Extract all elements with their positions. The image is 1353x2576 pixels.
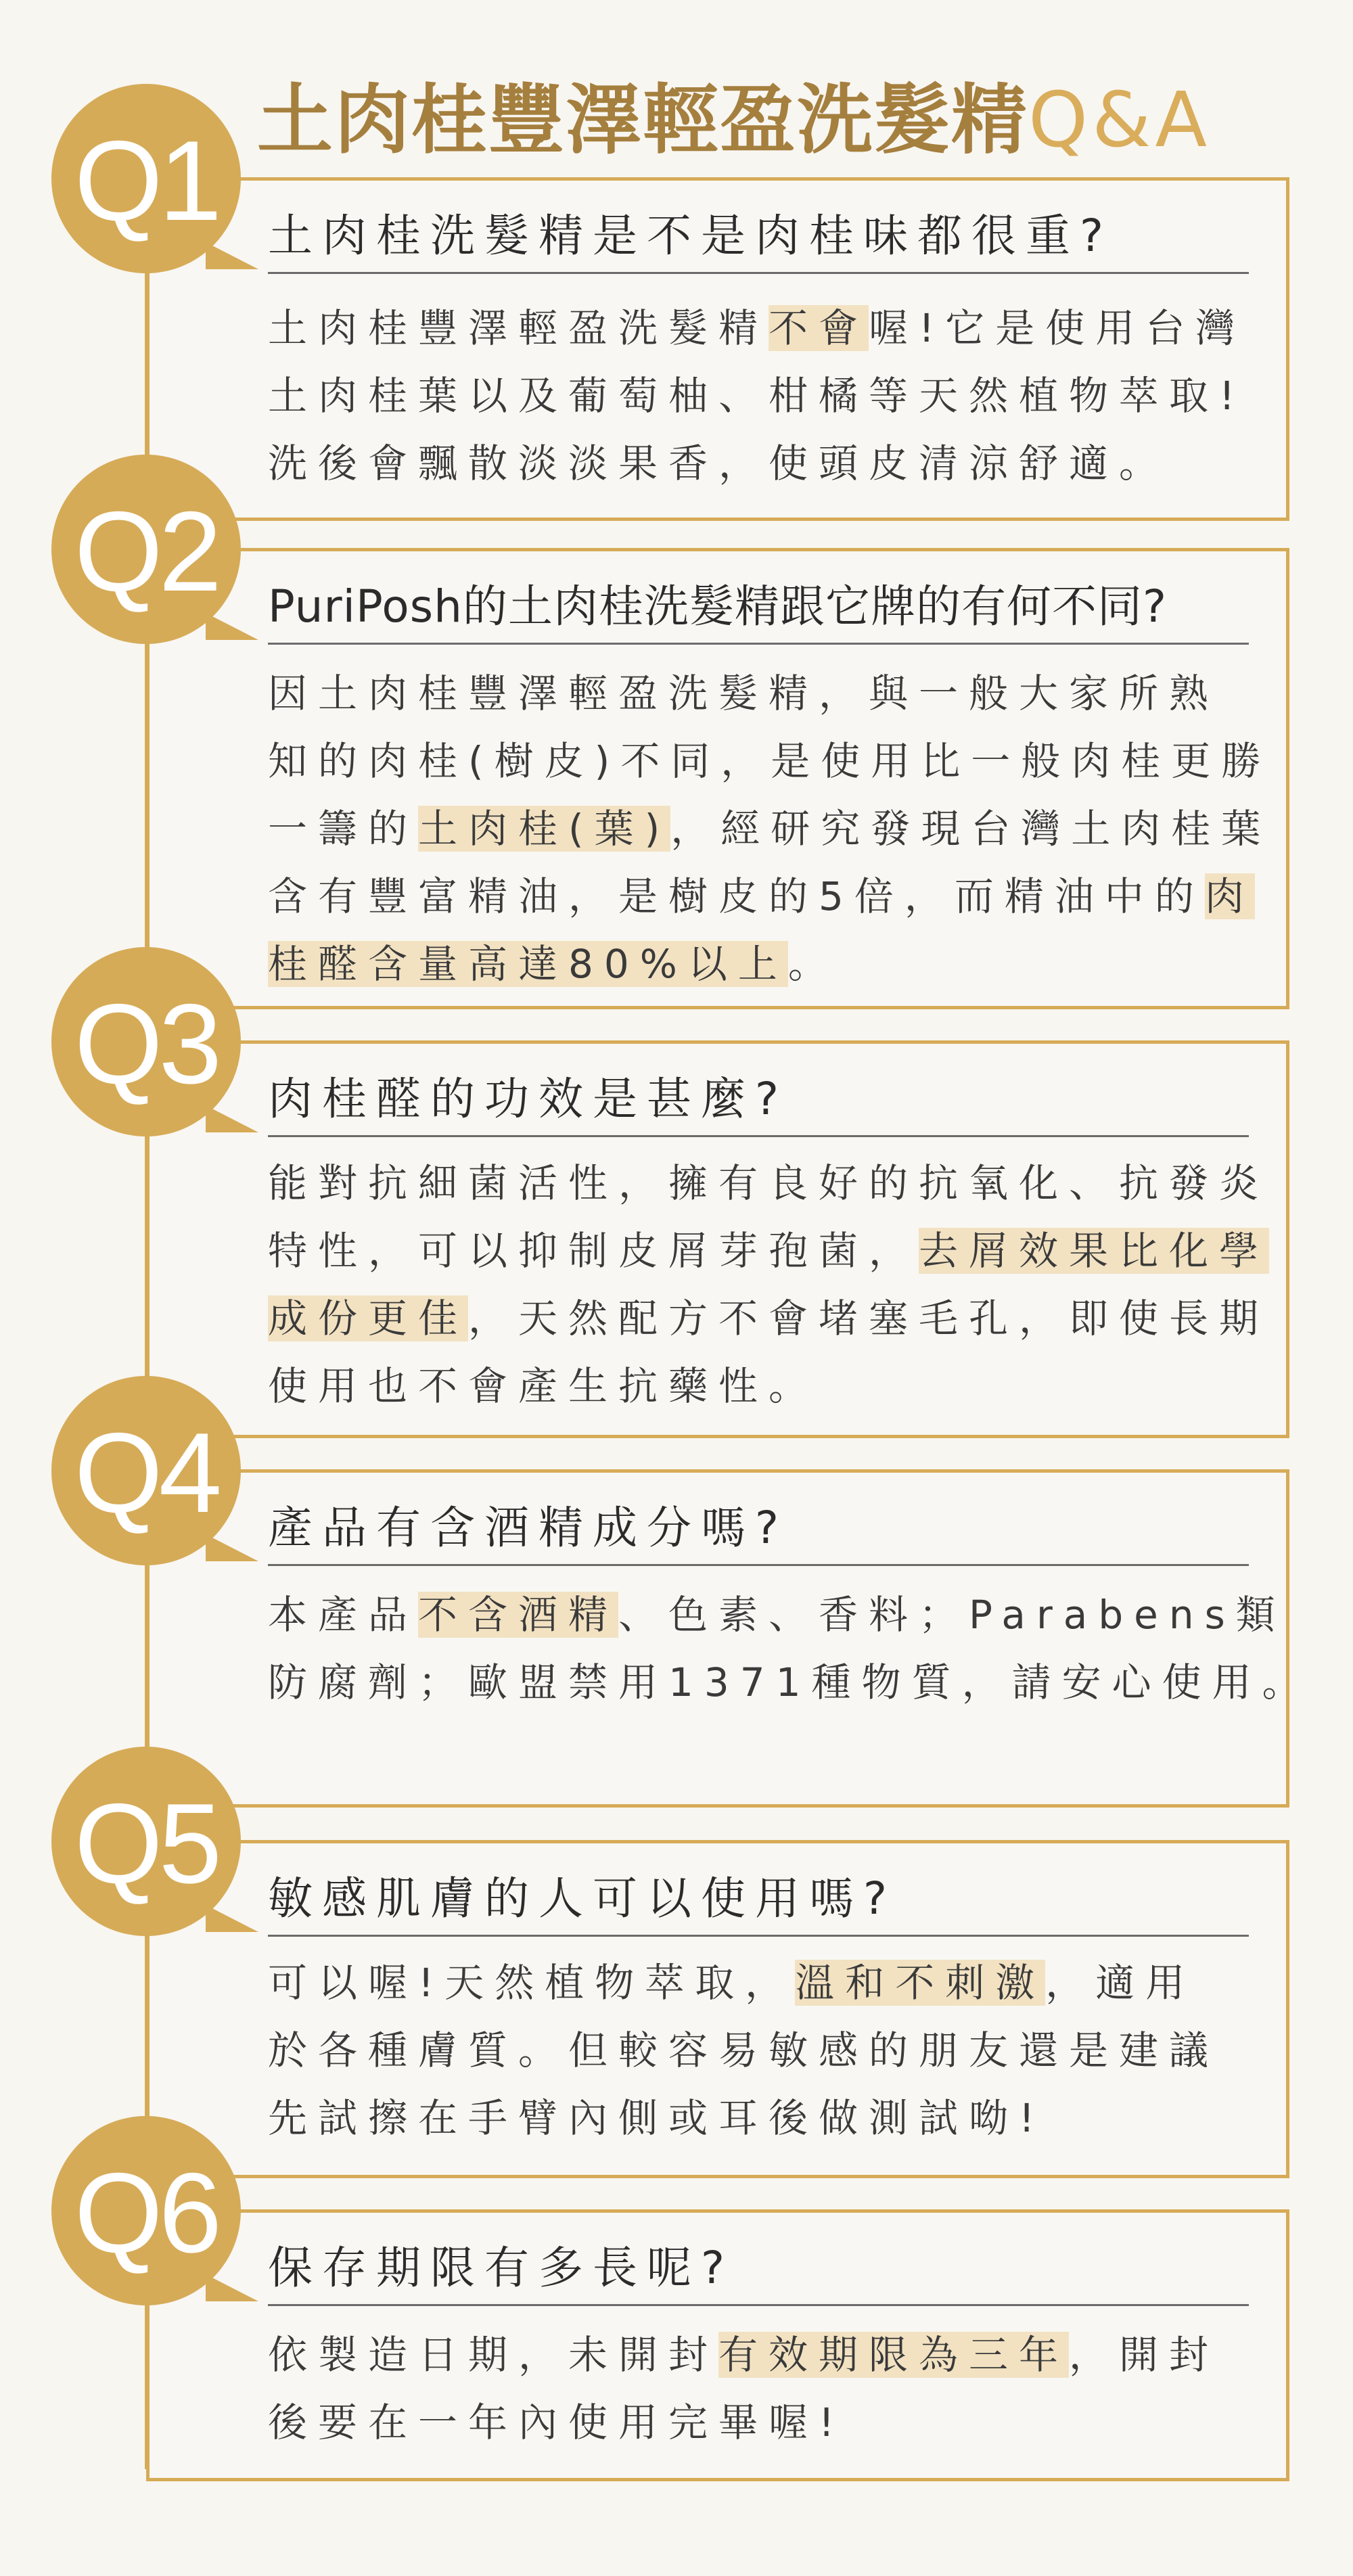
badge-q5 [51,1747,241,1936]
badge-q4 [51,1376,241,1565]
answer-text: ，經研究發現台灣土肉桂葉 [670,806,1272,852]
highlighted-text: 土肉桂(葉) [418,806,671,852]
answer-line [268,660,1256,727]
answer-text: ，適用 [1045,1960,1196,2006]
highlighted-text: 肉 [1204,873,1255,919]
answer [268,1149,1270,1420]
answer-text: 特性，可以抑制皮屑芽孢菌， [268,1228,919,1274]
answer-line [268,430,1256,497]
answer-text: 後要在一年內使用完畢喔! [268,2399,846,2445]
answer-line [268,1949,1256,2017]
answer-text: ，天然配方不會堵塞毛孔，即使長期 [468,1295,1270,1341]
answer-text: ，開封 [1069,2332,1220,2378]
answer-line [268,294,1256,362]
answer-line [268,1149,1270,1217]
answer [268,294,1256,497]
answer-text: 土肉桂葉以及葡萄柚、柑橘等天然植物萃取! [268,373,1246,419]
title-qa: Q&A [1028,76,1212,164]
badge-label: Q3 [74,980,219,1107]
answer-line [268,1649,1312,1716]
answer-line [268,795,1272,862]
answer [268,2321,1256,2456]
answer-text: 於各種膚質。但較容易敏感的朋友還是建議 [268,2027,1220,2073]
badge-q2 [51,455,241,644]
highlighted-text: 不含酒精 [418,1592,619,1638]
title-main: 土肉桂豐澤輕盈洗髮精 [257,76,1028,164]
answer-text: 可以喔!天然植物萃取， [268,1960,796,2006]
badge-label: Q2 [74,488,219,615]
answer [268,1949,1256,2152]
badge-label: Q5 [74,1780,219,1907]
answer-line [268,2389,1256,2456]
question: PuriPosh的土肉桂洗髮精跟它牌的有何不同? [268,574,1249,645]
answer-line [268,930,1256,998]
qa-card-q3 [146,1040,1289,1438]
answer-text: 先試擦在手臂內側或耳後做測試呦! [268,2095,1046,2141]
answer-text: 。 [787,941,838,987]
answer-text: 知的肉桂(樹皮)不同，是使用比一般肉桂更勝 [268,738,1272,784]
answer-text: 、色素、香料；Parabens類 [618,1592,1286,1638]
answer-text: 能對抗細菌活性，擁有良好的抗氧化、抗發炎 [268,1160,1270,1206]
qa-card-q1 [146,177,1289,521]
answer-text: 依製造日期，未開封 [268,2332,719,2378]
answer-line [268,1217,1270,1285]
answer-line [268,862,1256,930]
question: 保存期限有多長呢? [268,2236,1249,2306]
answer-text: 含有豐富精油，是樹皮的5倍，而精油中的 [268,873,1205,919]
answer [268,660,1272,998]
answer-line [268,2017,1256,2084]
qa-card-q2 [146,548,1289,1009]
answer-text: 使用也不會產生抗藥性。 [268,1363,819,1409]
highlighted-text: 成份更佳 [268,1295,469,1341]
answer-line [268,1352,1256,1420]
qa-card-q4 [146,1469,1312,1808]
question: 敏感肌膚的人可以使用嗎? [268,1866,1249,1937]
answer-line [268,1285,1270,1352]
badge-label: Q4 [74,1409,219,1536]
highlighted-text: 溫和不刺激 [795,1960,1046,2006]
badge-q6 [51,2116,241,2305]
highlighted-text: 桂醛含量高達80%以上 [268,941,788,987]
answer [268,1581,1312,1716]
answer-line [268,2321,1256,2389]
answer-line [268,727,1272,795]
badge-label: Q6 [74,2149,219,2276]
answer-text: 本產品 [268,1592,419,1638]
badge-q3 [51,947,241,1136]
page-title [257,73,1211,168]
highlighted-text: 去屑效果比化學 [919,1228,1270,1274]
answer-line [268,362,1256,430]
badge-q1 [51,84,241,273]
question: 土肉桂洗髮精是不是肉桂味都很重? [268,204,1249,274]
question: 肉桂醛的功效是甚麼? [268,1067,1249,1137]
qa-card-q6 [146,2209,1289,2481]
badge-label: Q1 [74,117,219,244]
highlighted-text: 不會 [769,305,869,351]
answer-line [268,2084,1256,2152]
answer-text: 防腐劑；歐盟禁用1371種物質，請安心使用。 [268,1659,1312,1705]
answer-line [268,1581,1286,1649]
highlighted-text: 有效期限為三年 [718,2332,1070,2378]
answer-text: 土肉桂豐澤輕盈洗髮精 [268,305,769,351]
answer-text: 洗後會飄散淡淡果香，使頭皮清涼舒適。 [268,440,1170,486]
qa-card-q5 [146,1840,1289,2178]
question: 產品有含酒精成分嗎? [268,1496,1249,1566]
answer-text: 因土肉桂豐澤輕盈洗髮精，與一般大家所熟 [268,670,1220,716]
answer-text: 一籌的 [268,806,419,852]
answer-text: 喔!它是使用台灣 [869,305,1246,351]
